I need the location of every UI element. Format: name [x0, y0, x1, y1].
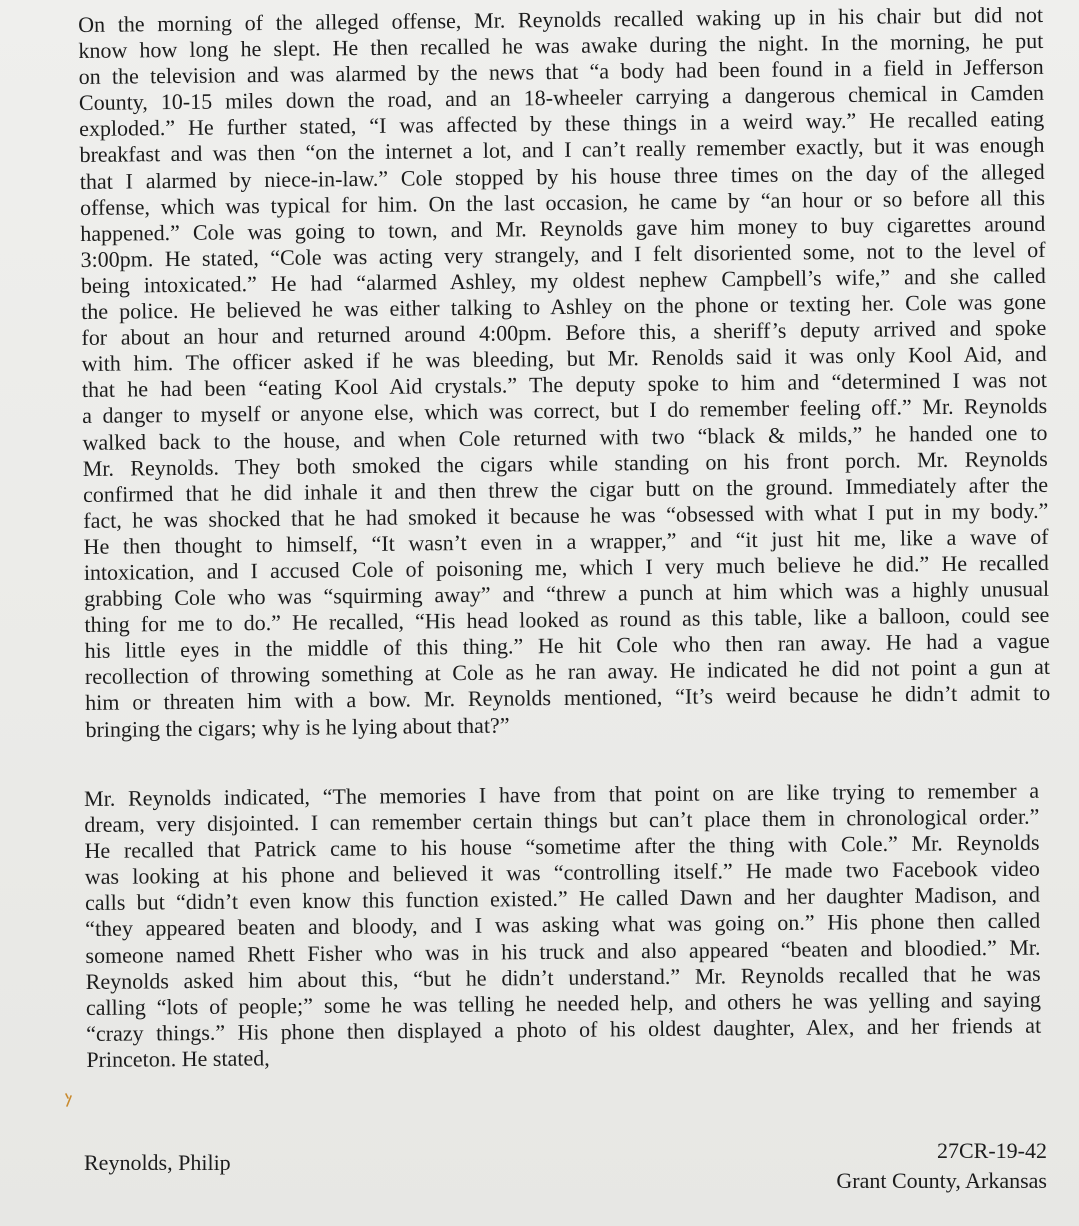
text-line: County, 10-15 miles down the road, and an 18-wheeler carrying a dangerous chemical in Camden — [78, 80, 1045, 116]
jurisdiction: Grant County, Arkansas — [836, 1168, 1047, 1193]
text-line: fact, he was shocked that he had smoked it because he was “obsessed with what I put in my body.” — [83, 497, 1049, 533]
text-line: thing for me to do.” He recalled, “His head looked as round as this table, like a balloon, could see — [84, 602, 1050, 638]
text-line: a danger to myself or anyone else, which was correct, but I do remember feeling off.” Mr. Reynolds — [82, 393, 1048, 429]
text-line: someone named Rhett Fisher who was in his truck and also appeared “beaten and bloodied.” Mr. — [85, 934, 1041, 968]
text-line: his little eyes in the middle of this thing.” He hit Cole who then ran away. He had a vague — [84, 628, 1050, 664]
text-line: on the television and was alarmed by the news that “a body had been found in a field in Jefferson — [78, 54, 1044, 90]
text-line: Princeton. He stated, — [86, 1045, 270, 1072]
text-line: Reynolds asked him about this, “but he didn’t understand.” Mr. Reynolds recalled that he was — [85, 960, 1041, 994]
text-line: that I alarmed by niece-in-law.” Cole stopped by his house three times on the day of the alleged — [79, 158, 1045, 194]
case-number: 27CR-19-42 — [937, 1138, 1047, 1163]
text-line: Mr. Reynolds. They both smoked the cigars while standing on his front porch. Mr. Reynolds — [82, 445, 1048, 481]
pen-mark — [62, 1088, 78, 1108]
text-line: that he had been “eating Kool Aid crystals.” The deputy spoke to him and “determined I was not — [81, 367, 1048, 403]
text-line: 3:00pm. He stated, “Cole was acting very strangely, and I felt disoriented some, not to the level of — [80, 236, 1046, 272]
text-line: dream, very disjointed. I can remember certain things but can’t place them in chronological order.” — [84, 803, 1040, 838]
text-line: for about an hour and returned around 4:00pm. Before this, a sheriff’s deputy arrived and spoke — [81, 315, 1047, 351]
text-line: happened.” Cole was going to town, and Mr. Reynolds gave him money to buy cigarettes around — [80, 210, 1046, 246]
text-line: calls but “didn’t even know this function existed.” He called Dawn and her daughter Madison, and — [84, 882, 1041, 916]
text-line: grabbing Cole who was “squirming away” and “threw a punch at him which was a highly unusual — [84, 575, 1050, 612]
text-line: Mr. Reynolds indicated, “The memories I have from that point on are like trying to remember a — [84, 777, 1040, 811]
text-line: On the morning of the alleged offense, Mr. Reynolds recalled waking up in his chair but did not — [78, 1, 1044, 37]
text-line: offense, which was typical for him. On the last occasion, he came by “an hour or so before all this — [79, 184, 1046, 220]
text-line: “they appeared beaten and bloody, and I was asking what was going on.” His phone then called — [85, 908, 1041, 942]
text-line: calling “lots of people;” some he was telling he needed help, and others he was yelling and saying — [85, 986, 1042, 1020]
text-line: being intoxicated.” He had “alarmed Ashley, my oldest nephew Campbell’s wife,” and she called — [80, 262, 1046, 298]
text-line: walked back to the house, and when Cole returned with two “black & milds,” he handed one to — [82, 419, 1048, 455]
footer-name: Reynolds, Philip — [84, 1150, 231, 1175]
footer-case-info — [836, 1136, 1047, 1196]
text-line: was looking at his phone and believed it was “controlling itself.” He made two Facebook video — [84, 855, 1040, 890]
text-line: know how long he slept. He then recalled he was awake during the night. In the morning, he put — [78, 27, 1044, 64]
text-line: bringing the cigars; why is he lying about that?” — [85, 712, 510, 742]
text-line: He recalled that Patrick came to his house “sometime after the thing with Cole.” Mr. Reynolds — [84, 829, 1040, 864]
text-line: intoxication, and I accused Cole of poisoning me, which I very much believe he did.” He recalled — [83, 549, 1049, 585]
paragraph-1 — [78, 2, 1051, 743]
text-line: recollection of throwing something at Cole as he ran away. He indicated he did not point a gun at — [84, 654, 1051, 690]
paragraph-2 — [84, 778, 1041, 1073]
text-line: breakfast and was then “on the internet a lot, and I can’t really remember exactly, but it was enough — [79, 132, 1045, 168]
text-line: him or threaten him with a bow. Mr. Reynolds mentioned, “It’s weird because he didn’t admit to — [85, 680, 1051, 716]
text-line: He then thought to himself, “It wasn’t even in a wrapper,” and “it just hit me, like a wave of — [83, 523, 1049, 559]
text-line: “crazy things.” His phone then displayed a photo of his oldest daughter, Alex, and her friends at — [86, 1012, 1042, 1046]
text-line: confirmed that he did inhale it and then threw the cigar butt on the ground. Immediately after the — [82, 471, 1049, 507]
text-line: with him. The officer asked if he was bleeding, but Mr. Renolds said it was only Kool Aid, and — [81, 341, 1047, 377]
text-line: exploded.” He further stated, “I was affected by these things in a weird way.” He recalled eating — [79, 106, 1045, 142]
text-line: the police. He believed he was either talking to Ashley on the phone or texting her. Cole was gone — [81, 288, 1047, 325]
